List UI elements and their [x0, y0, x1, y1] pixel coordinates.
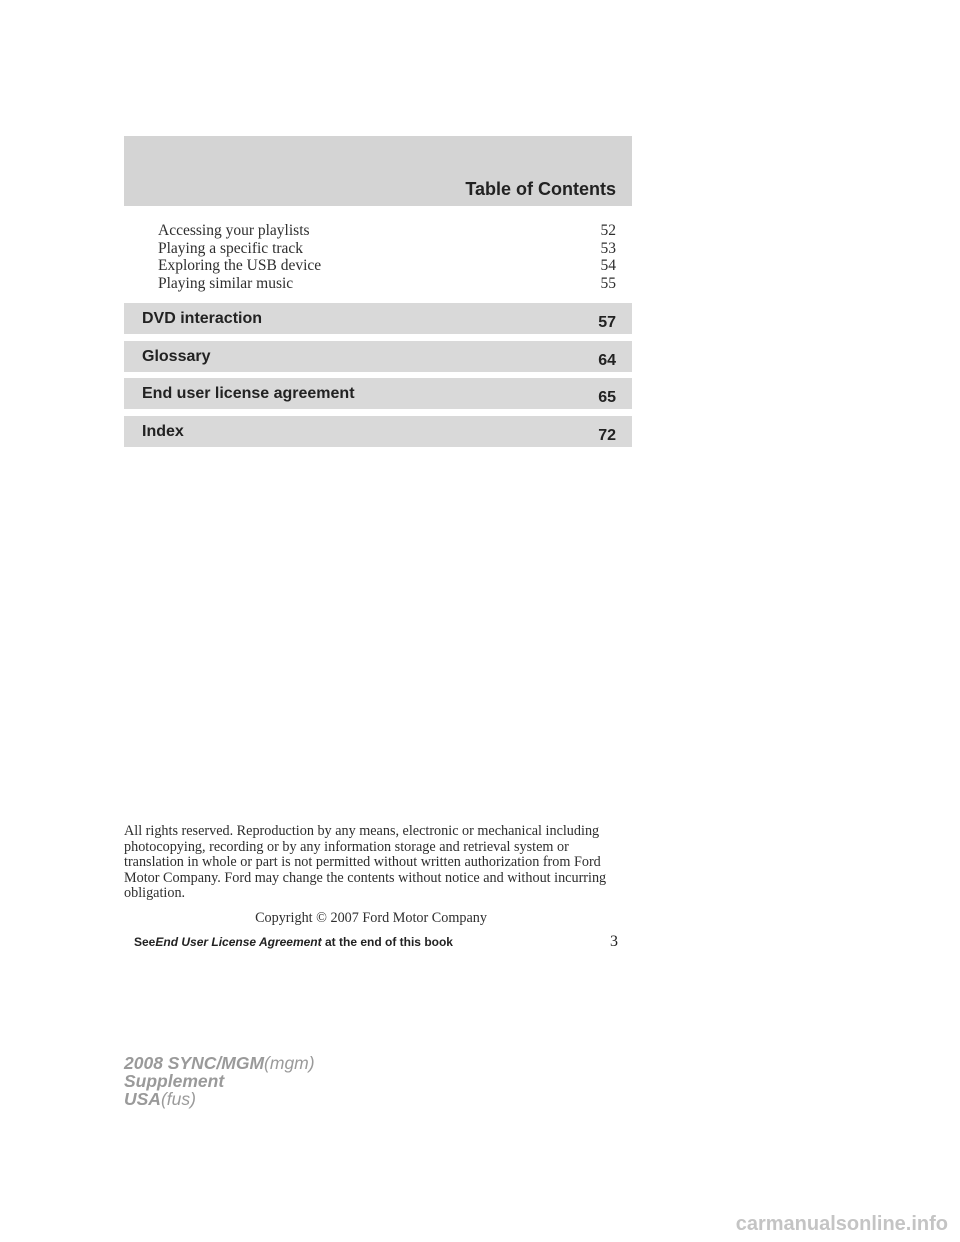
legal-notice [124, 824, 632, 926]
doc-model-code: (mgm) [264, 1053, 315, 1073]
document-info [124, 1054, 315, 1108]
toc-section-page: 57 [598, 314, 616, 331]
toc-section-page: 64 [598, 352, 616, 369]
footer-prefix: See [134, 935, 156, 949]
page-title: Table of Contents [465, 179, 616, 199]
toc-entry-page: 53 [600, 239, 616, 257]
toc-entry-label: Exploring the USB device [158, 257, 322, 274]
toc-entry-page: 54 [600, 257, 616, 274]
watermark: carmanualsonline.info [735, 1213, 948, 1235]
toc-entry[interactable] [158, 222, 616, 240]
toc-entry-page: 55 [600, 274, 616, 292]
toc-entry-page: 52 [600, 222, 616, 239]
toc-section-index[interactable] [124, 416, 632, 447]
toc-section-license-agreement[interactable] [124, 378, 632, 409]
doc-market-code: (fus) [160, 1089, 196, 1109]
doc-info-line-2: Supplement [124, 1071, 225, 1091]
toc-section-dvd-interaction[interactable] [124, 303, 632, 334]
doc-info-line-3 [124, 1090, 315, 1108]
toc-entry-label: Accessing your playlists [158, 222, 310, 239]
toc-entry[interactable] [158, 257, 616, 275]
toc-section-glossary[interactable] [124, 341, 632, 372]
footer-suffix: at the end of this book [324, 935, 453, 949]
toc-section-page: 65 [598, 389, 616, 406]
footer-link-text[interactable]: End User License Agreement [155, 935, 322, 949]
rights-paragraph: All rights reserved. Reproduction by any means, electronic or mechanical including photocopying, recording or by any information storage and retrieval system or translation in whole or part is not permitted without written authorization from Ford Motor Company. Ford may change the contents without notice and without incurring obligation. [124, 823, 607, 901]
footer-reference [134, 935, 453, 949]
doc-market: USA [124, 1089, 161, 1109]
toc-section-label: Glossary [142, 348, 211, 365]
doc-model: 2008 SYNC/MGM [124, 1053, 265, 1073]
toc-entry[interactable] [158, 275, 616, 293]
toc-section-label: Index [142, 423, 184, 440]
header-band [124, 136, 632, 206]
toc-section-page: 72 [598, 427, 616, 444]
copyright-line: Copyright © 2007 Ford Motor Company [255, 909, 487, 926]
toc-section-label: End user license agreement [142, 385, 355, 402]
toc-subentries [158, 222, 616, 292]
toc-section-label: DVD interaction [142, 310, 263, 327]
toc-entry-label: Playing similar music [158, 274, 294, 292]
toc-entry-label: Playing a specific track [158, 239, 304, 257]
toc-entry[interactable] [158, 240, 616, 258]
page-number: 3 [610, 933, 618, 950]
doc-info-line-1 [124, 1054, 315, 1072]
